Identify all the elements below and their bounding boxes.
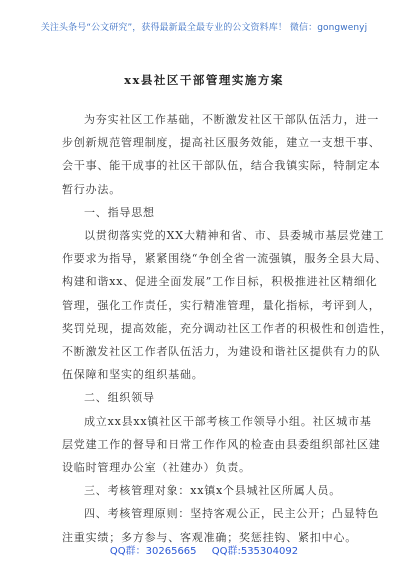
organization-paragraph [62, 410, 381, 480]
document-body [62, 108, 393, 549]
guiding-paragraph [62, 224, 393, 386]
text-line: 层党建工作的督导和日常工作作风的检查由县委组织部社区建 [62, 437, 381, 451]
document-title: xx县社区干部管理实施方案 [124, 73, 284, 87]
text-line: 会干事、能干成事的社区干部队伍，结合我镇实际，特制定本 [62, 159, 381, 173]
qq-group-2: QQ群:535304092 [211, 546, 299, 557]
text-line: 以贯彻落实党的XX大精神和省、市、县委城市基层党建工 [84, 229, 385, 243]
text-line: 暂行办法。 [62, 182, 121, 196]
footer-contact [0, 542, 408, 557]
intro-paragraph [62, 108, 381, 201]
text-line: 不断激发社区工作者队伍活力，为建设和谐社区提供有力的队 [62, 345, 381, 359]
text-line: 注重实绩；多方参与、客观准确；奖惩挂钩、紧扣中心。 [62, 530, 357, 544]
text-line: 步创新规范管理制度，提高社区服务效能，建立一支想干事、 [62, 136, 381, 150]
text-line: 伍保障和坚实的组织基础。 [62, 368, 204, 382]
text-line: 作要求为指导，紧紧围绕“争创全省一流强镇，服务全县大局、 [62, 252, 388, 266]
qq-group-1: QQ群：30265665 [109, 546, 197, 557]
text-line: 成立xx县xx镇社区干部考核工作领导小组。社区城市基 [84, 414, 372, 428]
text-line: 四、考核管理原则：坚持客观公正，民主公开；凸显特色 [84, 507, 379, 521]
text-line: 奖罚兑现，提高效能，充分调动社区工作者的积极性和创造性， [62, 321, 393, 335]
promo-banner: 关注头条号“公文研究”，获得最新最全最专业的公文资料库！ 微信：gongwenyj [40, 23, 368, 33]
text-line: 为夯实社区工作基础，不断激发社区干部队伍活力，进一 [84, 113, 379, 126]
section-assessment-targets: 三、考核管理对象：xx镇x个县城社区所属人员。 [84, 484, 342, 498]
text-line: 构建和谐xx、促进全面发展”工作目标，积极推进社区精细化 [62, 275, 378, 289]
text-line: 管理，强化工作责任，实行精准管理，量化指标，考评到人， [62, 298, 381, 312]
text-line: 设临时管理办公室（社建办）负责。 [62, 461, 251, 475]
section-heading-guiding: 一、指导思想 [84, 205, 155, 219]
section-heading-organization: 二、组织领导 [84, 391, 155, 405]
